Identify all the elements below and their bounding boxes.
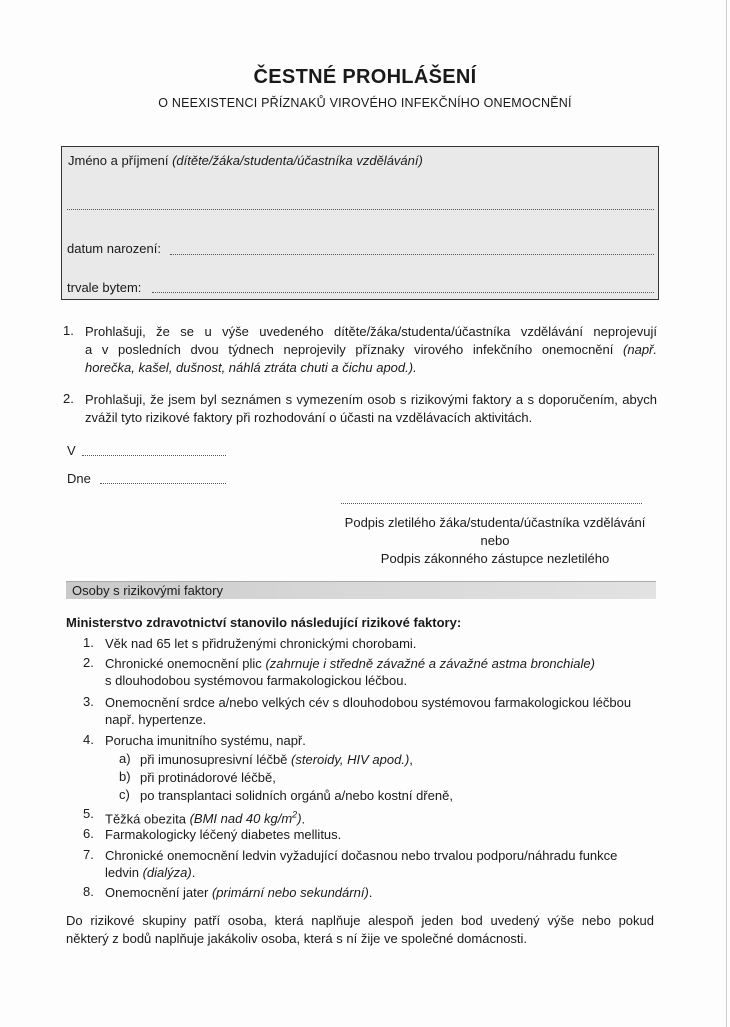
name-label-text: Jméno a příjmení [68,153,169,168]
residence-label: trvale bytem: [67,280,142,295]
name-field-line[interactable] [67,209,654,210]
dob-label: datum narození: [67,241,161,256]
document-title: ČESTNÉ PROHLÁŠENÍ [253,66,477,88]
risk-item-7-line2-text: ledvin [105,865,139,880]
risk-item-2-note: (zahrnuje i středně závažné a závažné astma bronchiale) [265,656,595,671]
risk-item-4c-label: c) [119,787,130,802]
risk-item-2-line2: s dlouhodobou systémovou farmakologickou léčbou. [105,673,408,688]
declaration-2-number: 2. [63,391,74,406]
identity-form-box [61,146,659,300]
dob-field-line[interactable] [170,254,654,255]
risk-item-6: Farmakologicky léčený diabetes mellitus. [105,827,342,842]
place-label: V [67,443,76,458]
risk-item-2-number: 2. [83,655,94,670]
name-label [68,153,423,168]
declaration-1-symptoms: horečka, kašel, dušnost, náhlá ztráta chuti a čichu apod.). [85,360,417,375]
declaration-1-line2-note: (např. [623,342,657,357]
risk-closing-line2: některý z bodů naplňuje jakákoliv osoba, která s ní žije ve společné domácnosti. [66,931,528,946]
signature-line3: Podpis zákonného zástupce nezletilého [380,551,610,566]
risk-item-5 [105,806,305,828]
risk-item-5-note [190,811,302,826]
declaration-1-number: 1. [63,323,74,338]
risk-item-6-number: 6. [83,826,94,841]
risk-item-7-tail: . [191,865,196,880]
risk-item-5-sup: 2 [292,810,298,820]
risk-item-8-text: Onemocnění jater [105,885,209,900]
risk-item-4a-label: a) [119,751,131,766]
page-edge [726,0,727,1027]
risk-item-5-text: Těžká obezita [105,811,186,827]
declaration-2-line1: Prohlašuji, že jsem byl seznámen s vymezením osob s rizikovými faktory a s doporučením, abych [85,392,657,407]
risk-item-3-line2: např. hypertenze. [105,712,207,727]
place-field-line[interactable] [82,455,226,456]
declaration-1-line2-text: a v posledních dvou týdnech neprojevily příznaky virového infekčního onemocnění [85,342,614,357]
residence-field-line[interactable] [152,292,654,293]
risk-intro: Ministerstvo zdravotnictví stanovilo následující rizikové faktory: [66,615,462,630]
declaration-1-line2 [85,341,657,359]
risk-item-4b-label: b) [119,769,131,784]
signature-line2: nebo [480,533,510,548]
risk-item-7-note: (dialýza) [142,865,192,880]
risk-item-4a-tail: , [409,752,413,767]
risk-item-7-line1: Chronické onemocnění ledvin vyžadující dočasnou nebo trvalou podporu/náhradu funkce [105,848,618,863]
signature-line1: Podpis zletilého žáka/studenta/účastníka vzdělávání [344,515,646,530]
risk-item-4-number: 4. [83,732,94,747]
declaration-1-line3 [85,359,417,377]
risk-item-2-line1 [105,655,595,673]
risk-item-8-number: 8. [83,884,94,899]
risk-item-4a [140,751,413,769]
risk-section-bar [66,581,656,599]
risk-item-1-number: 1. [83,635,94,650]
risk-item-4a-note: (steroidy, HIV apod.) [291,752,410,767]
document-subtitle: O NEEXISTENCI PŘÍZNAKŮ VIROVÉHO INFEKČNÍHO ONEMOCNĚNÍ [158,96,572,110]
risk-item-5-tail: . [301,811,306,827]
risk-item-2-text: Chronické onemocnění plic [105,656,262,671]
risk-item-5-note-close: ) [297,811,302,827]
risk-closing-line1: Do rizikové skupiny patří osoba, která naplňuje alespoň jeden bod uvedený výše nebo pokud [66,913,654,928]
signature-field-line[interactable] [341,503,642,504]
risk-item-3-line1: Onemocnění srdce a/nebo velkých cév s dlouhodobou systémovou farmakologickou léčbou [105,695,632,710]
risk-item-4b: při protinádorové léčbě, [140,770,276,785]
risk-item-4c: po transplantaci solidních orgánů a/nebo kostní dřeně, [140,788,453,803]
date-field-line[interactable] [100,483,226,484]
risk-item-8-tail: . [368,885,373,900]
risk-item-5-note-text: (BMI nad 40 kg/m [189,811,293,827]
risk-item-7-number: 7. [83,847,94,862]
risk-section-heading: Osoby s rizikovými faktory [72,583,223,598]
risk-item-8-note: (primární nebo sekundární) [211,885,369,900]
risk-item-8 [105,884,372,902]
risk-item-3-number: 3. [83,694,94,709]
risk-item-4: Porucha imunitního systému, např. [105,733,306,748]
risk-item-4a-text: při imunosupresivní léčbě [140,752,288,767]
risk-item-1: Věk nad 65 let s přidruženými chronickými chorobami. [105,636,417,651]
name-label-note: (dítěte/žáka/studenta/účastníka vzdělávání) [172,153,423,168]
risk-item-7-line2 [105,864,195,882]
declaration-1-line1: Prohlašuji, že se u výše uvedeného dítěte/žáka/studenta/účastníka vzdělávání neprojevují [85,324,657,339]
date-label: Dne [67,471,91,486]
risk-item-5-number: 5. [83,806,94,821]
declaration-2-line2: zvážil tyto rizikové faktory při rozhodování o účasti na vzdělávacích aktivitách. [85,410,533,425]
